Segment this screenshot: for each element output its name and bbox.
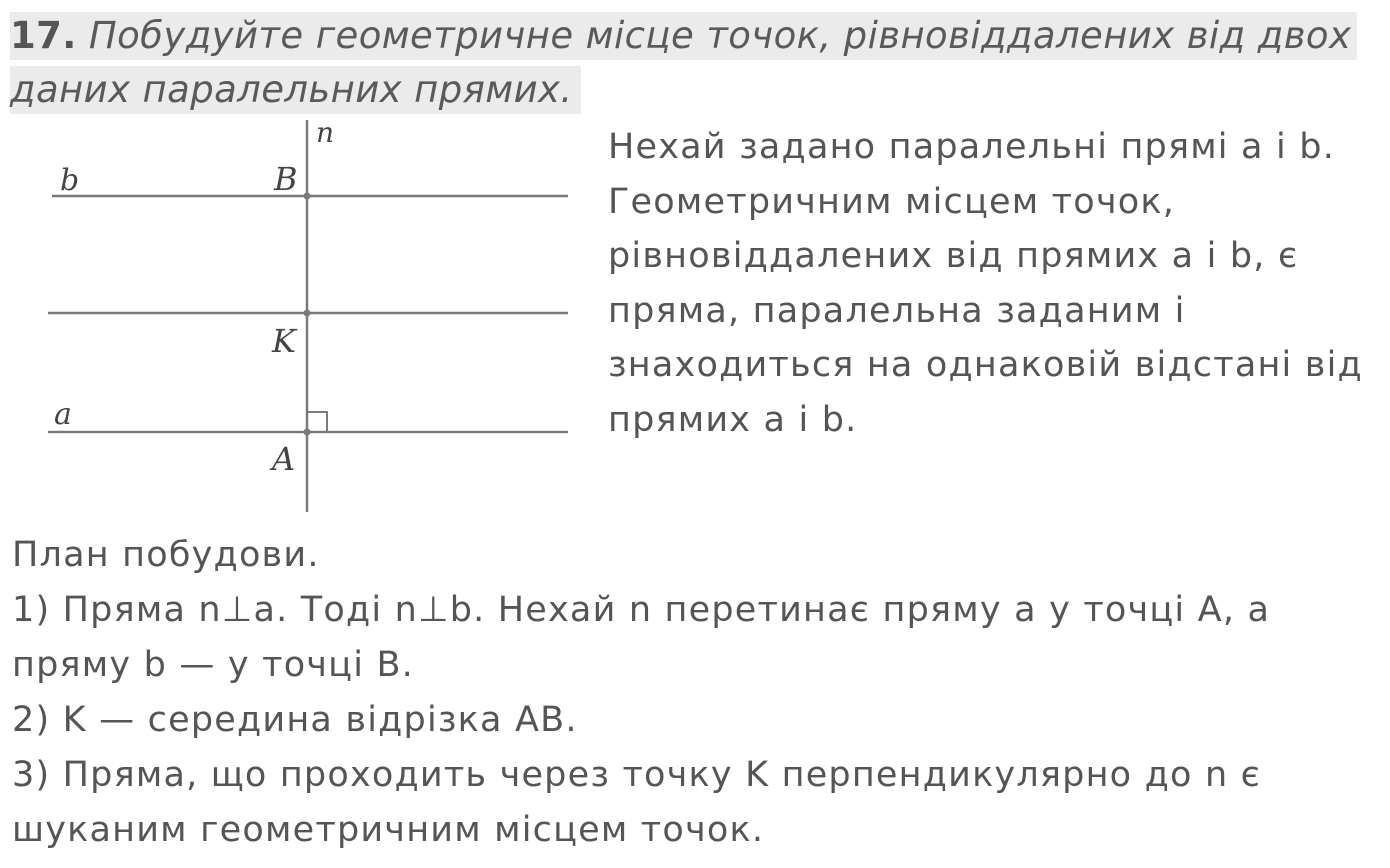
task-number: 17. xyxy=(10,14,77,57)
plan-step-line: пряму b — у точці B. xyxy=(12,645,414,685)
plan-step-line: 1) Пряма n⊥a. Тоді n⊥b. Нехай n перетинає пряму a у точці A, a xyxy=(12,590,1271,630)
label-point-b: B xyxy=(274,160,298,198)
label-point-a: A xyxy=(272,440,296,478)
label-n: n xyxy=(316,116,335,149)
point-a xyxy=(304,429,311,436)
point-b xyxy=(304,193,311,200)
label-point-k: K xyxy=(272,322,296,360)
plan-step-line: 2) K — середина відрізка AB. xyxy=(12,700,578,740)
answer-paragraph xyxy=(608,120,1383,447)
parallel-lines-diagram xyxy=(40,112,580,522)
answer-line: Нехай задано паралельні прямі a і b. xyxy=(608,127,1336,167)
plan-step-line: шуканим геометричним місцем точок. xyxy=(12,810,765,850)
right-angle-mark xyxy=(307,412,327,432)
answer-line: знаходиться на однаковій відстані від xyxy=(608,345,1363,385)
geometry-figure xyxy=(40,112,580,522)
answer-line: рівновіддалених від прямих a і b, є xyxy=(608,236,1299,276)
answer-line: пряма, паралельна заданим і xyxy=(608,290,1186,331)
task-text-line-2: даних паралельних прямих. xyxy=(10,68,573,111)
point-k xyxy=(304,310,311,317)
label-b: b xyxy=(60,163,80,198)
plan-step-line: 3) Пряма, що проходить через точку K перпендикулярно до n є xyxy=(12,755,1262,795)
task-statement-line-2 xyxy=(10,66,581,114)
answer-line: прямих a і b. xyxy=(608,399,858,440)
task-text-line-1: Побудуйте геометричне місце точок, рівновіддалених від двох xyxy=(88,14,1352,57)
plan-title: План побудови. xyxy=(12,535,320,575)
answer-line: Геометричним місцем точок, xyxy=(608,181,1176,222)
construction-plan xyxy=(12,528,1382,858)
label-a: a xyxy=(54,397,72,432)
task-statement-line-1 xyxy=(10,12,1357,60)
